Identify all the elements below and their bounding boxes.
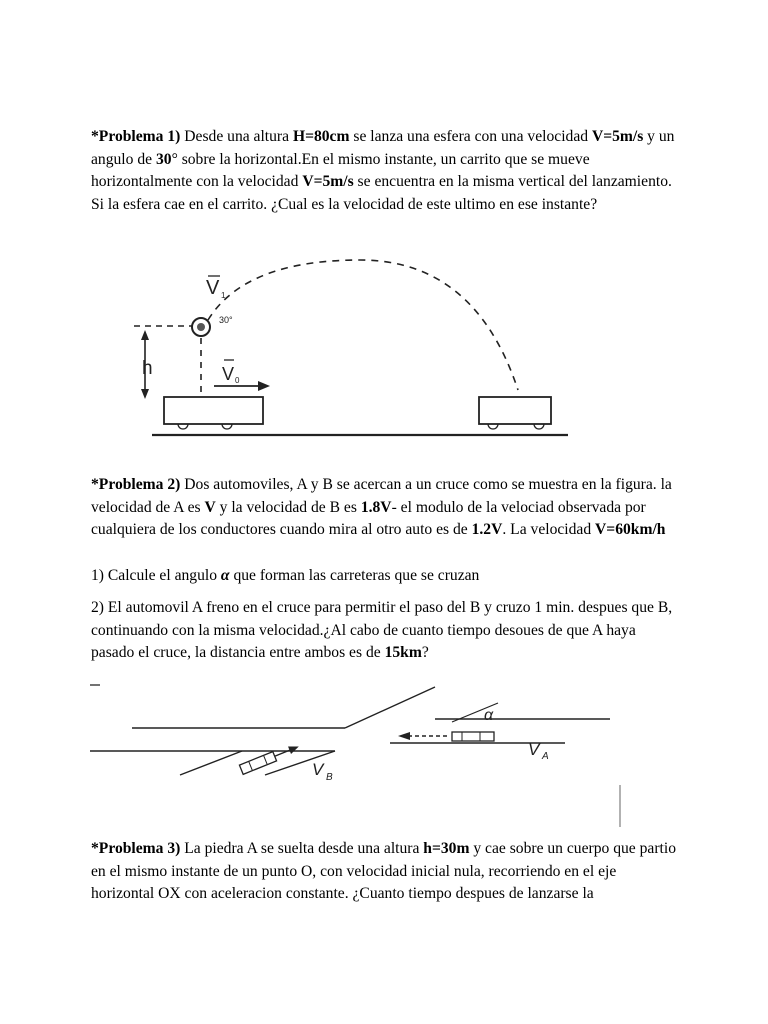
car-a-arrowhead xyxy=(398,732,410,740)
problem-1-cart-speed: V=5m/s xyxy=(302,173,354,191)
problem-2-relative-velocity: 1.2V xyxy=(471,521,503,539)
h-arrow-up xyxy=(141,330,149,340)
figure-road-crossing xyxy=(90,675,630,830)
sphere-core xyxy=(197,323,205,331)
problem-1-text-part: se lanza una esfera con una velocidad xyxy=(349,128,592,145)
problem-1-text-part: ° sobre la horizontal.En el mismo instante, un carrito que se mueve horizontalmente con la velocidad xyxy=(91,150,590,191)
problem-1-height: H=80cm xyxy=(292,128,350,145)
car-b xyxy=(239,742,300,774)
h-label: h xyxy=(142,358,153,379)
h-arrow-down xyxy=(141,389,149,399)
problem-1-heading: *Problema 1 xyxy=(91,128,176,145)
projectile-diagram xyxy=(120,250,590,450)
problem-2-velocity-a: V xyxy=(204,498,216,516)
question-1-text-part: que forman las carreteras que se cruzan xyxy=(229,567,480,584)
problem-2-text-part: - el modulo de la velociad observada por cualquiera de los conductores cuando mira al otro auto es de xyxy=(91,498,646,539)
question-1-text-part: 1) Calcule el angulo xyxy=(91,567,221,584)
problem-3-heading: *Problema 3 xyxy=(91,840,176,857)
crossing-diagram xyxy=(90,675,630,830)
figure-projectile-cart xyxy=(120,250,590,450)
problem-2-velocity-b: 1.8V xyxy=(360,498,392,516)
problem-2-text xyxy=(91,474,681,542)
v1-sub: 1 xyxy=(221,291,226,300)
problem-3-paren: ) xyxy=(175,840,181,857)
question-2-text-part: ? xyxy=(421,644,429,662)
problem-2-text-part: . La velocidad xyxy=(502,521,596,539)
angle-label: 30° xyxy=(219,315,233,325)
road-b-upper-edge xyxy=(345,687,435,728)
problem-1-text xyxy=(91,126,681,216)
problem-1-text-part: se encuentra en la misma vertical del lanzamiento. Si la esfera cae en el carrito. ¿Cual es la velocidad de este ultimo en ese instante? xyxy=(91,173,672,213)
problem-2-text-part: y la velocidad de B es xyxy=(215,498,361,516)
cart-right xyxy=(479,397,551,424)
problem-3-text xyxy=(91,838,681,906)
question-2-text xyxy=(91,597,681,665)
question-2-text-part: 2) El automovil A freno en el cruce para permitir el paso del B y cruzo 1 min. despues que B, continuando con la misma velocidad.¿Al cabo de cuanto tiempo desoues de que A haya pasado el cruce, la distancia entre ambos es de xyxy=(91,599,673,662)
cart-left xyxy=(164,397,263,424)
problem-1-text-part: Desde una altura xyxy=(180,128,293,145)
v0-arrowhead xyxy=(258,381,270,391)
problem-3-text-part: La piedra A se suelta desde una altura xyxy=(180,840,424,857)
problem-2-velocity-value: V=60km/h xyxy=(595,521,666,539)
vb-sub: B xyxy=(326,772,333,783)
problem-1-angle: 30 xyxy=(155,150,172,168)
road-b-lower-edge xyxy=(335,743,390,751)
road-b-lower-edge-left xyxy=(180,751,242,775)
alpha-symbol: α xyxy=(220,567,230,584)
car-a xyxy=(452,732,494,741)
vb-label: V xyxy=(312,760,324,779)
car-b-arrowhead xyxy=(288,743,300,754)
va-sub: A xyxy=(542,751,549,762)
problem-3-text-part: y cae sobre un cuerpo que partio en el mismo instante de un punto O, con velocidad inicial nula, recorriendo en el eje horizontal OX con aceleracion constante. ¿Cuanto tiempo despues de lanzarse la xyxy=(91,840,676,903)
road-b-lower-right xyxy=(265,751,335,775)
problem-1-text-part: y un angulo de xyxy=(91,128,675,168)
trajectory-arc xyxy=(208,260,518,390)
v1-label: V xyxy=(206,277,220,299)
problem-2-heading: *Problema 2 xyxy=(91,476,176,493)
va-label: V xyxy=(528,740,540,759)
problem-3-height: h=30m xyxy=(423,840,470,857)
v0-label: V xyxy=(222,364,235,384)
v0-sub: 0 xyxy=(235,376,240,385)
problem-2-paren: ) xyxy=(175,476,181,493)
problem-1-paren: ) xyxy=(175,128,181,145)
problem-2-text-part: Dos automoviles, A y B se acercan a un cruce como se muestra en la figura. la velocidad de A es xyxy=(91,476,672,516)
question-2-distance: 15km xyxy=(384,644,422,662)
alpha-label: α xyxy=(484,707,494,724)
problem-1-speed: V=5m/s xyxy=(591,128,644,145)
question-1-text xyxy=(91,565,681,588)
